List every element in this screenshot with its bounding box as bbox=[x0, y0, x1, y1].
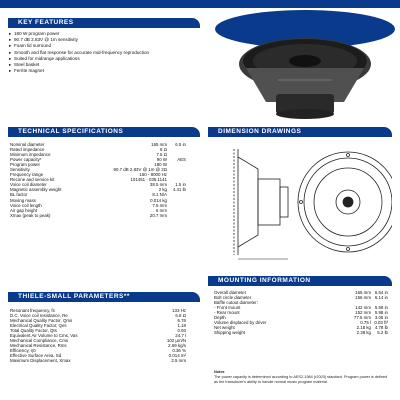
spec-value: 6 mm bbox=[156, 207, 167, 213]
mount-label: - Front mount bbox=[214, 305, 241, 311]
param-value: 1.18 bbox=[177, 323, 186, 329]
footnote bbox=[214, 370, 392, 385]
spec-value: 180 W bbox=[154, 162, 167, 168]
spec-value: 8.1 N/A bbox=[152, 192, 167, 198]
param-value: 6.76 bbox=[177, 318, 186, 324]
front-view-drawing bbox=[298, 152, 392, 252]
param-label: Efficiency, η0 bbox=[10, 348, 36, 354]
param-label: Mechanical Resistance, Rms bbox=[10, 343, 67, 349]
bullet-icon: ▸ bbox=[9, 49, 12, 55]
param-label: Equivalent Air Volume to Cms, Vas bbox=[10, 333, 78, 339]
thiele-small-title: THIELE-SMALL PARAMETERS** bbox=[18, 293, 130, 300]
key-features-list bbox=[8, 31, 200, 74]
mount-label: Shipping weight bbox=[214, 330, 246, 336]
mount-label: Bolt circle diameter bbox=[214, 295, 252, 301]
param-label: Effective Surface Area, Sd bbox=[10, 353, 62, 359]
spec-label: Magnetic assembly weight bbox=[10, 187, 62, 193]
spec-value: 101451 · 035.1141 bbox=[130, 177, 167, 183]
mount-value: 165 mm bbox=[355, 290, 371, 295]
spec-label: Nominal diameter bbox=[10, 142, 45, 147]
technical-specs-header bbox=[8, 127, 200, 137]
bullet-icon: ▸ bbox=[9, 37, 12, 43]
param-label: D.C. Voice coil resistance, Re bbox=[10, 313, 68, 319]
param-value: 102 µm/N bbox=[166, 338, 186, 344]
param-label: Maximum Displacement, Xmax bbox=[10, 358, 71, 364]
side-view-drawing bbox=[234, 149, 288, 259]
mount-label: Net weight bbox=[214, 325, 235, 331]
spec-value: 0.014 kg bbox=[150, 197, 167, 203]
thiele-small-header bbox=[8, 292, 200, 302]
param-label: Mechanical Quality Factor, Qms bbox=[10, 318, 73, 324]
feature-text: Suited for midrange applications bbox=[14, 55, 80, 61]
mounting-info-table bbox=[214, 290, 388, 335]
param-label: Electrical Quality Factor, Qes bbox=[10, 323, 67, 329]
mount-unit: 5.98 in bbox=[374, 310, 388, 316]
mount-label: Overall diameter bbox=[214, 290, 247, 295]
param-value: 2.69 kg/s bbox=[168, 343, 186, 349]
mount-unit: 0.03 ft³ bbox=[374, 320, 388, 326]
param-label: Total Quality Factor, Qts bbox=[10, 328, 57, 334]
spec-unit bbox=[167, 213, 186, 218]
table-row bbox=[214, 330, 388, 335]
spec-label: Air gap height bbox=[10, 207, 38, 213]
table-row bbox=[10, 358, 186, 363]
spec-value: 90 W bbox=[156, 157, 167, 163]
spec-label: Rated impedance bbox=[10, 147, 45, 153]
param-value: 133 Hz bbox=[172, 308, 186, 313]
spec-unit: 4.41 lb bbox=[172, 187, 186, 193]
spec-value: 20.7 mm bbox=[149, 212, 167, 218]
mount-value: 2.18 kg bbox=[356, 325, 371, 331]
feature-text: 180 W program power bbox=[14, 31, 60, 36]
spec-label: Sensitivity bbox=[10, 167, 30, 173]
mount-unit: 5.2 lb bbox=[377, 330, 388, 336]
mount-value: 77.5 mm bbox=[353, 315, 371, 321]
top-accent-bar bbox=[0, 0, 400, 8]
spec-value: 7.5 Ω bbox=[156, 152, 167, 158]
bullet-icon: ▸ bbox=[9, 43, 12, 49]
feature-text: Smooth and flat response for accurate mid-frequency reproduction bbox=[14, 49, 150, 55]
mount-label: - Rear mount bbox=[214, 310, 240, 316]
spec-unit: AES bbox=[177, 157, 186, 163]
mount-value: 152 mm bbox=[355, 310, 371, 316]
speaker-product-image bbox=[236, 24, 374, 122]
table-row bbox=[10, 213, 186, 218]
footnote-title: Notes bbox=[214, 370, 225, 374]
param-value: 2.5 mm bbox=[171, 358, 186, 364]
feature-text: Ferrite magnet bbox=[14, 68, 44, 74]
mount-value: 142 mm bbox=[355, 305, 371, 311]
key-features-header bbox=[8, 18, 200, 28]
mount-value: 156 mm bbox=[355, 295, 371, 301]
param-value: 0.36 % bbox=[172, 348, 186, 354]
mount-value: 0.75 l bbox=[360, 320, 371, 326]
spec-label: Recone and service kit bbox=[10, 177, 55, 183]
technical-specs-table bbox=[10, 142, 186, 218]
mount-unit: 4.78 lb bbox=[374, 325, 388, 331]
bullet-icon: ▸ bbox=[9, 31, 12, 36]
mounting-info-header bbox=[208, 276, 392, 286]
spec-label: Minimum impedance bbox=[10, 152, 51, 158]
dimension-drawings-title: DIMENSION DRAWINGS bbox=[218, 128, 302, 135]
spec-value: 90.7 dB 2.83V @ 1m @ 2Ω bbox=[113, 167, 167, 173]
spec-label: Frequency range bbox=[10, 172, 44, 178]
spec-label: Program power bbox=[10, 162, 41, 168]
mount-unit: 3.05 in bbox=[374, 315, 388, 321]
feature-text: Steel basket bbox=[14, 62, 40, 68]
spec-value: 7.5 mm bbox=[152, 202, 167, 208]
bullet-icon: ▸ bbox=[9, 55, 12, 61]
bullet-icon: ▸ bbox=[9, 62, 12, 68]
spec-label: BL factor bbox=[10, 192, 28, 198]
spec-label: Power capacity* bbox=[10, 157, 42, 163]
footnote-text: The power capacity is determined according to AES2-1984 (r2003) standard. Program power is defined as the transducer's ability to handle normal music program material. bbox=[214, 375, 388, 384]
spec-value: 8 Ω bbox=[160, 147, 167, 153]
spec-label: Voice coil diameter bbox=[10, 182, 47, 188]
mount-unit: 5.59 in bbox=[374, 305, 388, 311]
spec-value: 2 kg bbox=[158, 187, 167, 193]
param-value: 24.7 l bbox=[175, 333, 186, 339]
mount-unit: 6.54 in bbox=[374, 290, 388, 295]
bullet-icon: ▸ bbox=[9, 68, 12, 74]
spec-value: 38.5 mm bbox=[149, 182, 167, 188]
key-features-title: KEY FEATURES bbox=[18, 19, 74, 26]
feature-text: Foam lid surround bbox=[14, 43, 52, 49]
spec-label: Voice coil length bbox=[10, 202, 42, 208]
param-value: 0.93 bbox=[177, 328, 186, 334]
spec-value: 150 - 8000 Hz bbox=[139, 172, 167, 178]
spec-value: 165 mm bbox=[151, 142, 167, 147]
feature-item bbox=[8, 68, 200, 74]
thiele-small-table bbox=[10, 308, 186, 364]
mount-label: Depth bbox=[214, 315, 226, 321]
dimension-drawing bbox=[208, 139, 392, 265]
mount-label: Volume displaced by driver bbox=[214, 320, 267, 326]
spec-unit: 6.5 in bbox=[175, 142, 186, 147]
param-value: 6.8 Ω bbox=[175, 313, 186, 319]
mounting-info-title: MOUNTING INFORMATION bbox=[218, 277, 311, 284]
dimension-drawings-header bbox=[208, 127, 392, 137]
mount-label: Baffle cutout diameter: bbox=[214, 300, 258, 306]
param-value: 0.014 m² bbox=[168, 353, 186, 359]
spec-label: Moving mass bbox=[10, 197, 36, 203]
spec-label: Xmax (peak to peak) bbox=[10, 212, 51, 218]
spec-unit: 1.5 in bbox=[175, 182, 186, 188]
mount-value: 2.38 kg bbox=[356, 330, 371, 336]
technical-specs-title: TECHNICAL SPECIFICATIONS bbox=[18, 128, 124, 135]
feature-text: 90.7 dB 2.83V @ 1m sensitivity bbox=[14, 37, 78, 43]
param-label: Mechanical Compliance, Cms bbox=[10, 338, 69, 344]
mount-unit: 6.14 in bbox=[374, 295, 388, 301]
param-label: Resonant frequency, fs bbox=[10, 308, 55, 313]
